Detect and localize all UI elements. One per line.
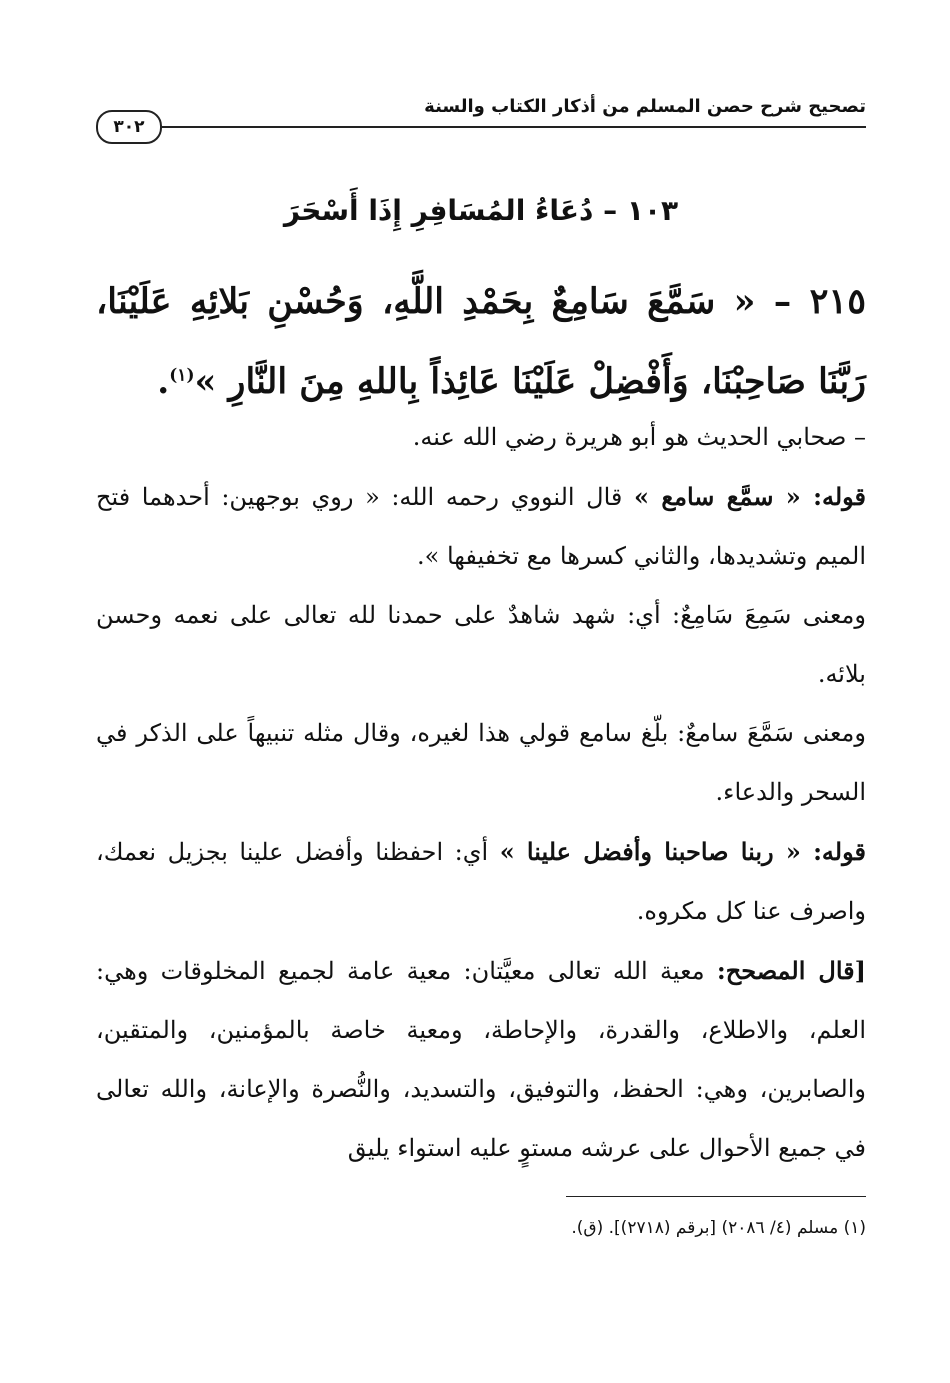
hadith-text <box>96 262 866 422</box>
hadith-body: ٢١٥ – « سَمَّعَ سَامِعٌ بِحَمْدِ اللَّهِ، وَحُسْنِ بَلائِهِ عَلَيْنَا، رَبَّنَا صَاحِبْنَا، وَأَفْضِلْ عَلَيْنَا عَائِذاً بِاللهِ مِنَ النَّارِ » <box>96 281 866 402</box>
page-number-badge: ٣٠٢ <box>96 110 162 144</box>
commentary <box>96 408 866 1178</box>
paragraph-lead: قوله: « ربنا صاحبنا وأفضل علينا » <box>499 837 866 866</box>
paragraph-rabbana <box>96 822 866 941</box>
paragraph-text: معية الله تعالى معيَّتان: معية عامة لجميع المخلوقات وهي: العلم، والاطلاع، والقدرة، والإحاطة، ومعية خاصة بالمؤمنين، والمتقين، والصابرين، وهي: الحفظ، والتوفيق، والتسديد، والنُّصرة والإعانة، والله تعالى في جميع الأحوال على عرشه مستوٍ عليه استواء يليق <box>96 957 866 1162</box>
footnote-rule <box>566 1196 866 1197</box>
running-title: تصحيح شرح حصن المسلم من أذكار الكتاب والسنة <box>424 96 866 117</box>
paragraph-text: أي: احفظنا وأفضل علينا بجزيل نعمك، واصرف عنا كل مكروه. <box>96 838 866 925</box>
page-header <box>96 96 866 152</box>
paragraph-lead: [قال المصحح: <box>716 956 866 985</box>
paragraph-meaning-1: ومعنى سَمِعَ سَامِعٌ: أي: شهد شاهدٌ على حمدنا لله تعالى على نعمه وحسن بلائه. <box>96 601 866 688</box>
paragraph-nawawi <box>96 467 866 586</box>
footnote: (١) مسلم (٤/ ٢٠٨٦) [برقم (٢٧١٨)]. (ق). <box>571 1218 866 1238</box>
paragraph-text: قال النووي رحمه الله: « روي بوجهين: أحدهما فتح الميم وتشديدها، والثاني كسرها مع تخفيفها ». <box>96 483 866 570</box>
chapter-title: ١٠٣ – دُعَاءُ المُسَافِرِ إِذَا أَسْحَرَ <box>283 194 679 227</box>
paragraph-lead: قوله: « سمَّع سامع » <box>634 482 867 511</box>
hadith-end: . <box>157 361 170 402</box>
paragraph-editor <box>96 941 866 1178</box>
paragraph-companion: – صحابي الحديث هو أبو هريرة رضي الله عنه. <box>412 423 866 451</box>
paragraph-meaning-2: ومعنى سَمَّعَ سامعٌ: بلّغ سامع قولي هذا لغيره، وقال مثله تنبيهاً على الذكر في السحر والدعاء. <box>96 719 866 806</box>
header-rule <box>96 126 866 128</box>
footnote-ref[interactable]: (١) <box>169 365 195 386</box>
